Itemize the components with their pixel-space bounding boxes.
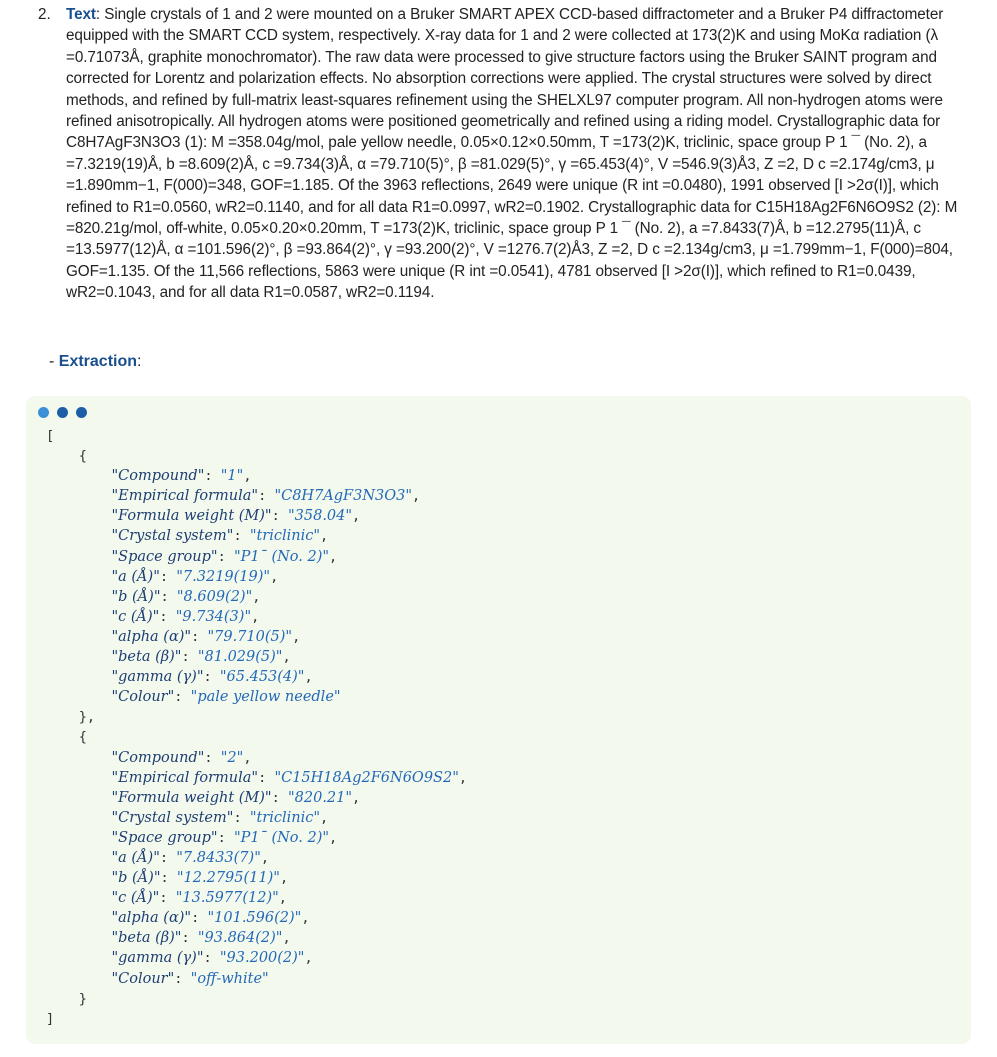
- json-value: "8.609(2)": [176, 588, 253, 605]
- brace-close: },: [78, 709, 96, 726]
- json-value: "C15H18Ag2F6N6O9S2": [274, 769, 459, 786]
- json-colon: :: [204, 749, 221, 766]
- json-value: "P1¯ (No. 2)": [233, 548, 330, 565]
- json-value: "7.8433(7)": [176, 849, 261, 866]
- json-comma: ,: [279, 870, 289, 887]
- json-value: "358.04": [287, 508, 353, 525]
- json-comma: ,: [352, 789, 361, 806]
- json-value: "1": [220, 468, 244, 485]
- json-comma: ,: [301, 910, 310, 927]
- json-colon: :: [233, 528, 250, 545]
- json-colon: :: [271, 789, 288, 806]
- json-colon: :: [258, 488, 275, 505]
- json-comma: ,: [260, 849, 270, 866]
- json-value: "13.5977(12)": [175, 890, 279, 907]
- json-key: "Space group": [111, 829, 218, 846]
- text-body: : Single crystals of 1 and 2 were mounted on a Bruker SMART APEX CCD-based diffractometer and a Bruker P4 diffractometer equipped with the SMART CCD system, respectively. X-ray data for 1 and 2 were collected at 173(2)K and using MoKα radiation (λ =0.71073Å, graphite monochromator). The raw data were processed to give structure factors using the Bruker SAINT program and corrected for Lorentz and polarization effects. No absorption corrections were applied. The crystal structures were solved by direct methods, and refined by full-matrix least-squares refinement using the SHELXL97 computer program. All non-hydrogen atoms were refined anisotropically. All hydrogen atoms were positioned geometrically and refined using a riding model. Crystallographic data for C8H7AgF3N3O3 (1): M =358.04g/mol, pale yellow needle, 0.05×0.12×0.50mm, T =173(2)K, triclinic, space group P 1 ¯ (No. 2), a =7.3219(19)Å, b =8.609(2)Å, c =9.734(3)Å, α =79.710(5)°, β =81.029(5)°, γ =65.453(4)°, V =546.9(3)Å3, Z =2, D c =2.174g/cm3, μ =1.890mm−1, F(000)=348, GOF=1.185. Of the 3963 reflections, 2649 were unique (R int =0.0480), 1991 observed [I >2σ(I)], which refined to R1=0.0560, wR2=0.1140, and for all data R1=0.0997, wR2=0.1902. Crystallographic data for C15H18Ag2F6N6O9S2 (2): M =820.21g/mol, off-white, 0.05×0.20×0.20mm, T =173(2)K, triclinic, space group P 1 ¯ (No. 2), a =7.8433(7)Å, b =12.2795(11)Å, c =13.5977(12)Å, α =101.596(2)°, β =93.864(2)°, γ =93.200(2)°, V =1276.7(2)Å3, Z =2, D c =2.134g/cm3, μ =1.799mm−1, F(000)=804, GOF=1.135. Of the 11,566 reflections, 5863 were unique (R int =0.0541), 4781 observed [I >2σ(I)], which refined to R1=0.0439, wR2=0.1043, and for all data R1=0.0587, wR2=0.1194.: [66, 6, 958, 302]
- json-key: "c (Å)": [111, 608, 160, 625]
- brace-close: }: [78, 990, 87, 1007]
- json-comma: ,: [270, 568, 279, 585]
- json-key: "alpha (α)": [111, 628, 192, 645]
- json-colon: :: [160, 870, 177, 887]
- json-colon: :: [174, 689, 191, 706]
- extraction-prefix: -: [49, 353, 59, 370]
- json-key: "Crystal system": [111, 528, 234, 545]
- json-colon: :: [159, 608, 176, 625]
- json-colon: :: [258, 769, 275, 786]
- extraction-suffix: :: [137, 353, 142, 370]
- json-value: "79.710(5)": [207, 628, 293, 645]
- json-key: "gamma (γ)": [111, 669, 204, 686]
- window-dot-icon: [38, 407, 49, 418]
- json-value: "C8H7AgF3N3O3": [274, 488, 413, 505]
- json-colon: :: [181, 930, 198, 947]
- json-comma: ,: [320, 809, 329, 826]
- json-colon: :: [271, 508, 288, 525]
- json-key: "b (Å)": [111, 870, 161, 887]
- json-colon: :: [203, 950, 220, 967]
- brace-open: {: [78, 729, 87, 746]
- json-value: "P1¯ (No. 2)": [233, 829, 330, 846]
- json-value: "93.200(2)": [219, 950, 305, 967]
- json-colon: :: [191, 628, 208, 645]
- window-dot-icon: [76, 407, 87, 418]
- json-colon: :: [204, 468, 221, 485]
- json-colon: :: [174, 970, 191, 987]
- json-value: "pale yellow needle": [190, 689, 341, 706]
- json-colon: :: [181, 649, 198, 666]
- json-code: [46, 426, 467, 1029]
- list-number: 2.: [38, 6, 51, 23]
- json-comma: ,: [329, 548, 338, 565]
- json-key: "beta (β)": [111, 649, 182, 666]
- json-comma: ,: [243, 468, 252, 485]
- json-key: "Compound": [111, 468, 205, 485]
- json-value: "81.029(5)": [197, 649, 283, 666]
- json-comma: ,: [252, 588, 261, 605]
- json-value: "93.864(2)": [197, 930, 283, 947]
- json-colon: :: [159, 849, 177, 866]
- json-comma: ,: [458, 769, 468, 786]
- json-comma: ,: [243, 749, 252, 766]
- json-colon: :: [191, 910, 208, 927]
- json-key: "alpha (α)": [111, 910, 192, 927]
- brace-open: {: [78, 448, 87, 465]
- json-key: "Formula weight (M)": [111, 789, 272, 806]
- text-paragraph: [66, 4, 970, 304]
- json-colon: :: [233, 809, 250, 826]
- json-key: "c (Å)": [111, 890, 160, 907]
- json-comma: ,: [320, 528, 329, 545]
- json-key: "Crystal system": [111, 809, 234, 826]
- json-value: "101.596(2)": [207, 910, 302, 927]
- json-key: "Space group": [111, 548, 218, 565]
- json-colon: :: [159, 568, 177, 585]
- json-value: "820.21": [287, 789, 353, 806]
- json-colon: :: [160, 588, 177, 605]
- json-key: "beta (β)": [111, 930, 182, 947]
- bracket-open: [: [46, 428, 55, 444]
- json-value: "off-white": [190, 970, 269, 987]
- window-dot-icon: [57, 407, 68, 418]
- json-comma: ,: [304, 669, 313, 686]
- code-block: [26, 396, 971, 1044]
- json-value: "triclinic": [249, 809, 321, 826]
- json-key: "Colour": [111, 970, 175, 987]
- json-comma: ,: [251, 608, 260, 625]
- text-label: Text: [66, 6, 96, 23]
- json-value: "7.3219(19)": [176, 568, 271, 585]
- json-key: "b (Å)": [111, 588, 161, 605]
- json-comma: ,: [304, 950, 313, 967]
- json-comma: ,: [282, 649, 291, 666]
- json-colon: :: [203, 669, 220, 686]
- json-key: "Empirical formula": [111, 488, 259, 505]
- json-value: "65.453(4)": [219, 669, 305, 686]
- json-comma: ,: [278, 890, 287, 907]
- json-key: "Colour": [111, 689, 175, 706]
- extraction-label: Extraction: [58, 353, 138, 370]
- json-key: "Formula weight (M)": [111, 508, 272, 525]
- json-key: "Compound": [111, 749, 205, 766]
- json-key: "a (Å)": [111, 568, 160, 585]
- json-value: "9.734(3)": [175, 608, 252, 625]
- json-value: "12.2795(11)": [176, 870, 280, 887]
- json-key: "a (Å)": [111, 849, 160, 866]
- json-comma: ,: [329, 829, 338, 846]
- json-value: "triclinic": [249, 528, 321, 545]
- json-comma: ,: [412, 488, 421, 505]
- json-comma: ,: [352, 508, 361, 525]
- json-key: "gamma (γ)": [111, 950, 204, 967]
- json-comma: ,: [292, 628, 301, 645]
- json-comma: ,: [282, 930, 291, 947]
- extraction-heading: [49, 351, 141, 373]
- json-key: "Empirical formula": [111, 769, 259, 786]
- json-colon: :: [217, 829, 234, 846]
- json-colon: :: [159, 890, 176, 907]
- json-value: "2": [220, 749, 244, 766]
- json-colon: :: [217, 548, 234, 565]
- bracket-close: ]: [46, 1010, 55, 1027]
